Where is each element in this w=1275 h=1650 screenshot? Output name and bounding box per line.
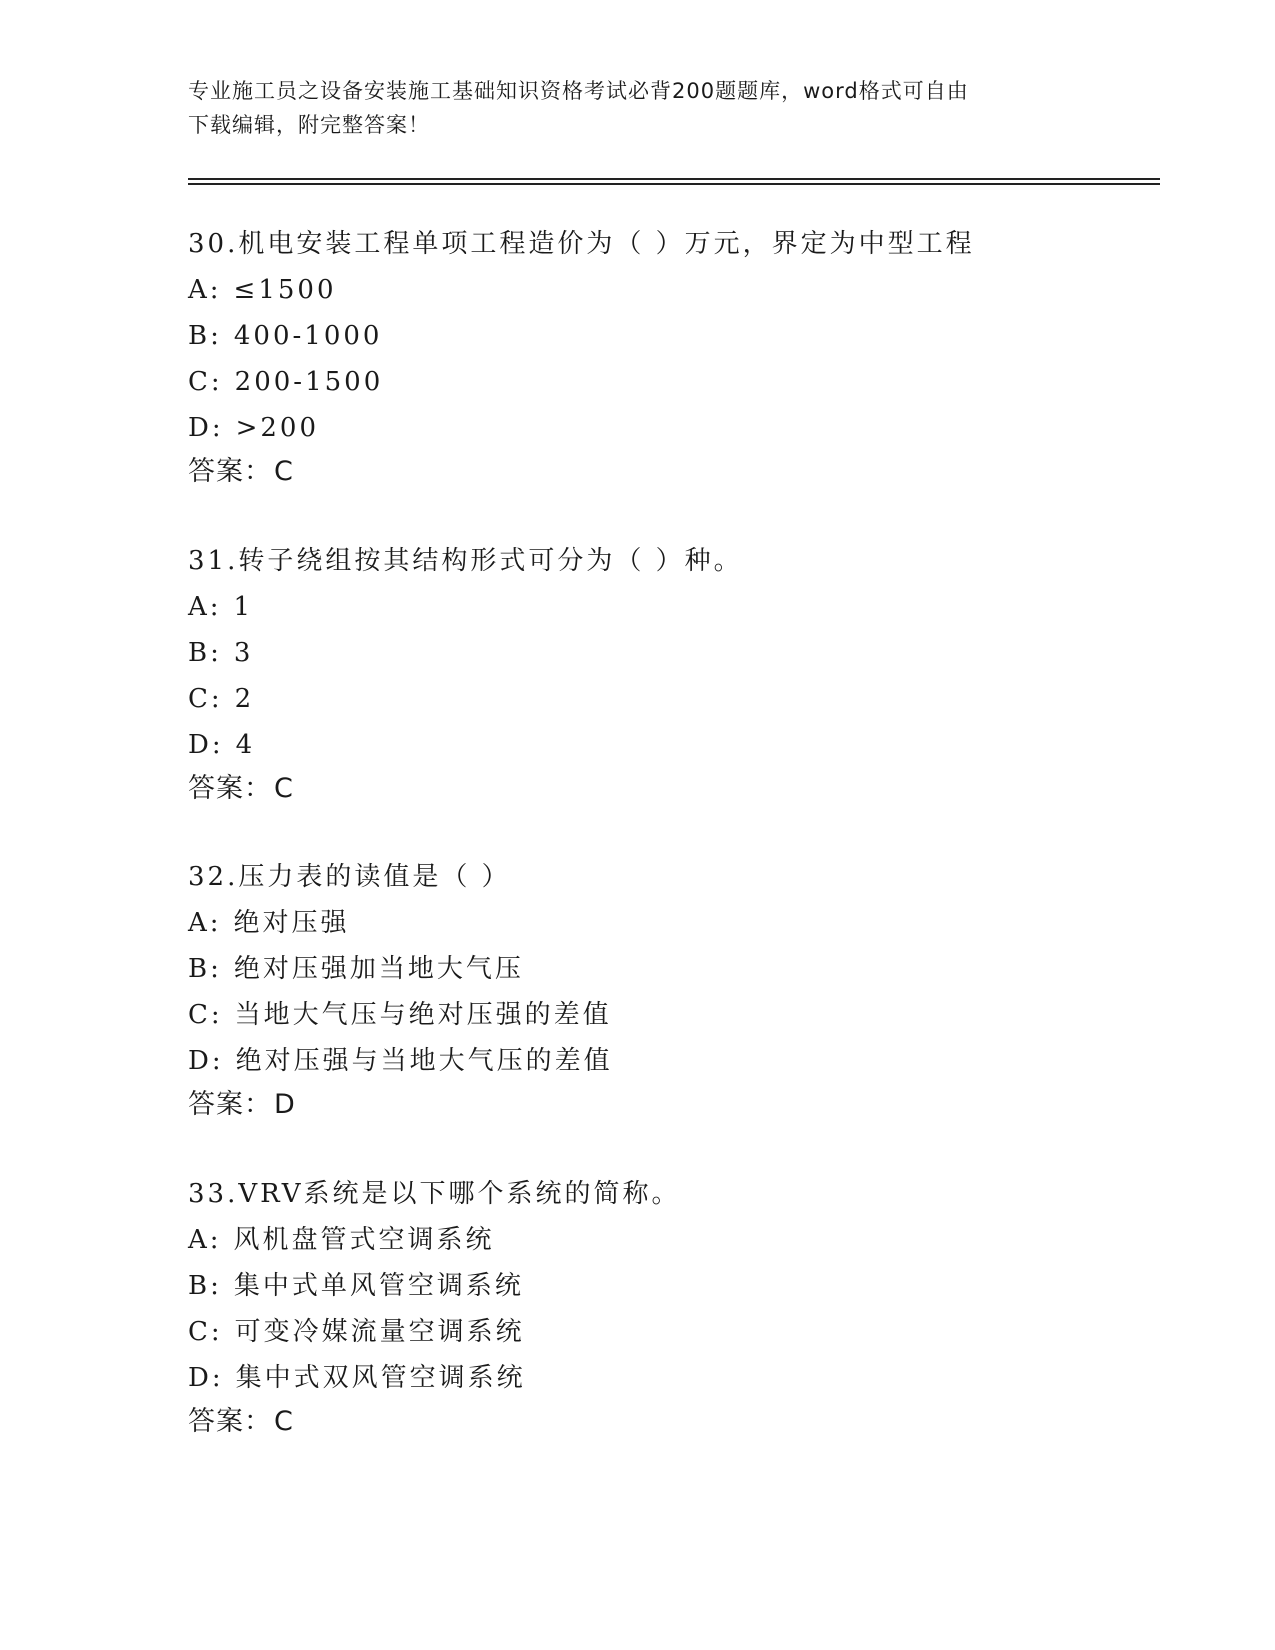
option-text: 200-1500 (234, 367, 384, 397)
option-text: >200 (235, 413, 320, 443)
answer-label: 答案： (188, 773, 272, 804)
option-letter: A: (188, 275, 222, 305)
option-letter: C: (188, 1317, 223, 1347)
option-text: 可变冷媒流量空调系统 (234, 1317, 525, 1347)
option-text: 2 (234, 684, 255, 714)
option-d (188, 412, 1168, 444)
answer-label: 答案： (188, 456, 272, 487)
option-d (188, 729, 1168, 761)
option-text: 绝对压强 (233, 908, 350, 938)
option-b (188, 1270, 1168, 1302)
option-c (188, 683, 1168, 715)
question-stem: 30.机电安装工程单项工程造价为（ ）万元，界定为中型工程 (188, 229, 975, 259)
question-stem: 31.转子绕组按其结构形式可分为（ ）种。 (188, 546, 743, 576)
option-letter: B: (188, 954, 222, 984)
answer-line (188, 1089, 1168, 1121)
option-b (188, 320, 1168, 352)
answer-line (188, 1406, 1168, 1438)
answer-label: 答案： (188, 1406, 272, 1437)
question-33 (188, 1178, 1168, 1438)
option-letter: C: (188, 1000, 223, 1030)
option-text: 3 (233, 638, 254, 668)
option-a (188, 274, 1168, 306)
option-text: 4 (235, 730, 256, 760)
answer-value: D (274, 1089, 296, 1120)
option-b (188, 637, 1168, 669)
option-text: ≤1500 (233, 275, 337, 305)
option-d (188, 1045, 1168, 1077)
option-c (188, 999, 1168, 1031)
document-header (188, 74, 1088, 142)
option-letter: D: (188, 1363, 224, 1393)
option-a (188, 591, 1168, 623)
option-text: 1 (233, 592, 254, 622)
question-stem: 32.压力表的读值是（ ） (188, 862, 511, 892)
option-letter: B: (188, 1271, 222, 1301)
option-letter: D: (188, 413, 224, 443)
option-letter: C: (188, 367, 223, 397)
option-letter: A: (188, 592, 222, 622)
option-text: 当地大气压与绝对压强的差值 (234, 1000, 612, 1030)
option-letter: A: (188, 1225, 222, 1255)
question-31 (188, 545, 1168, 805)
option-letter: D: (188, 1046, 224, 1076)
option-a (188, 1224, 1168, 1256)
question-32 (188, 861, 1168, 1121)
option-letter: B: (188, 638, 222, 668)
option-c (188, 1316, 1168, 1348)
option-text: 集中式单风管空调系统 (233, 1271, 524, 1301)
option-text: 风机盘管式空调系统 (233, 1225, 495, 1255)
question-30 (188, 228, 1168, 488)
answer-value: C (274, 773, 294, 804)
option-letter: B: (188, 321, 222, 351)
option-a (188, 907, 1168, 939)
answer-label: 答案： (188, 1089, 272, 1120)
answer-line (188, 456, 1168, 488)
answer-value: C (274, 456, 294, 487)
option-d (188, 1362, 1168, 1394)
header-divider-top (188, 178, 1160, 180)
header-line-1: 专业施工员之设备安装施工基础知识资格考试必背200题题库，word格式可自由 (188, 79, 969, 103)
option-letter: D: (188, 730, 224, 760)
question-stem: 33.VRV系统是以下哪个系统的简称。 (188, 1179, 681, 1209)
option-c (188, 366, 1168, 398)
answer-value: C (274, 1406, 294, 1437)
option-text: 绝对压强与当地大气压的差值 (235, 1046, 613, 1076)
option-letter: A: (188, 908, 222, 938)
option-text: 绝对压强加当地大气压 (233, 954, 524, 984)
option-letter: C: (188, 684, 223, 714)
option-text: 400-1000 (233, 321, 383, 351)
option-b (188, 953, 1168, 985)
header-divider-bottom (188, 183, 1160, 185)
answer-line (188, 773, 1168, 805)
header-line-2: 下载编辑，附完整答案！ (188, 113, 430, 137)
option-text: 集中式双风管空调系统 (235, 1363, 526, 1393)
